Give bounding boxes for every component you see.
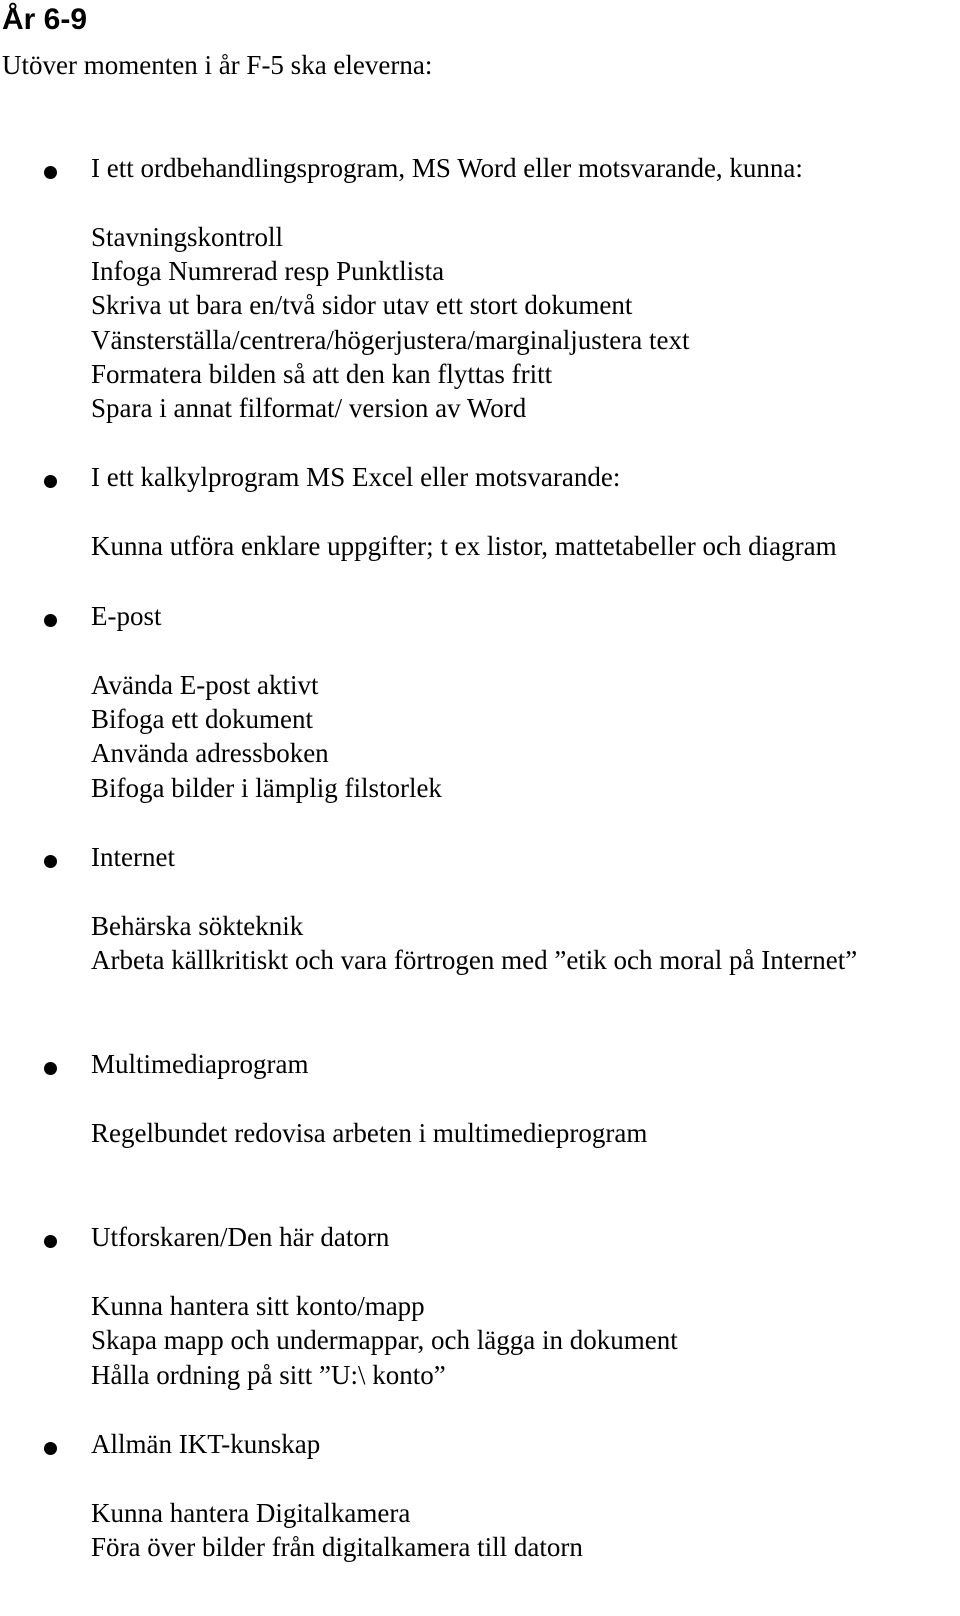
bullet-icon: [44, 475, 57, 488]
list-item: Föra över bilder från digitalkamera till datorn: [91, 1532, 583, 1562]
section-title-excel: I ett kalkylprogram MS Excel eller motsvarande:: [91, 462, 621, 492]
bullet-icon: [44, 1442, 57, 1455]
list-item: Vänsterställa/centrera/högerjustera/marginaljustera text: [91, 325, 690, 355]
list-item: Regelbundet redovisa arbeten i multimedieprogram: [91, 1118, 648, 1148]
list-item: Kunna hantera sitt konto/mapp: [91, 1291, 425, 1321]
list-item: Spara i annat filformat/ version av Word: [91, 393, 527, 423]
section-title-internet: Internet: [91, 842, 175, 872]
list-item: Formatera bilden så att den kan flyttas fritt: [91, 359, 553, 389]
bullet-icon: [44, 166, 57, 179]
section-title-multimedia: Multimediaprogram: [91, 1049, 309, 1079]
list-item: Bifoga ett dokument: [91, 704, 313, 734]
list-item: Hålla ordning på sitt ”U:\ konto”: [91, 1360, 446, 1390]
intro-text: Utöver momenten i år F-5 ska eleverna:: [2, 50, 433, 80]
list-item: Kunna hantera Digitalkamera: [91, 1498, 411, 1528]
bullet-icon: [44, 1062, 57, 1075]
list-item: Använda adressboken: [91, 738, 329, 768]
list-item: Skriva ut bara en/två sidor utav ett stort dokument: [91, 290, 633, 320]
list-item: Kunna utföra enklare uppgifter; t ex listor, mattetabeller och diagram: [91, 531, 837, 561]
section-title-word: I ett ordbehandlingsprogram, MS Word eller motsvarande, kunna:: [91, 153, 803, 183]
page-heading: År 6-9: [2, 3, 88, 36]
list-item: Stavningskontroll: [91, 222, 284, 252]
bullet-icon: [44, 855, 57, 868]
list-item: Infoga Numrerad resp Punktlista: [91, 256, 445, 286]
list-item: Bifoga bilder i lämplig filstorlek: [91, 773, 442, 803]
bullet-icon: [44, 614, 57, 627]
section-title-ict: Allmän IKT-kunskap: [91, 1429, 321, 1459]
section-title-email: E-post: [91, 601, 162, 631]
bullet-icon: [44, 1235, 57, 1248]
list-item: Arbeta källkritiskt och vara förtrogen med ”etik och moral på Internet”: [91, 945, 858, 975]
list-item: Skapa mapp och undermappar, och lägga in dokument: [91, 1325, 678, 1355]
list-item: Avända E-post aktivt: [91, 670, 319, 700]
section-title-explorer: Utforskaren/Den här datorn: [91, 1222, 390, 1252]
list-item: Behärska sökteknik: [91, 911, 304, 941]
